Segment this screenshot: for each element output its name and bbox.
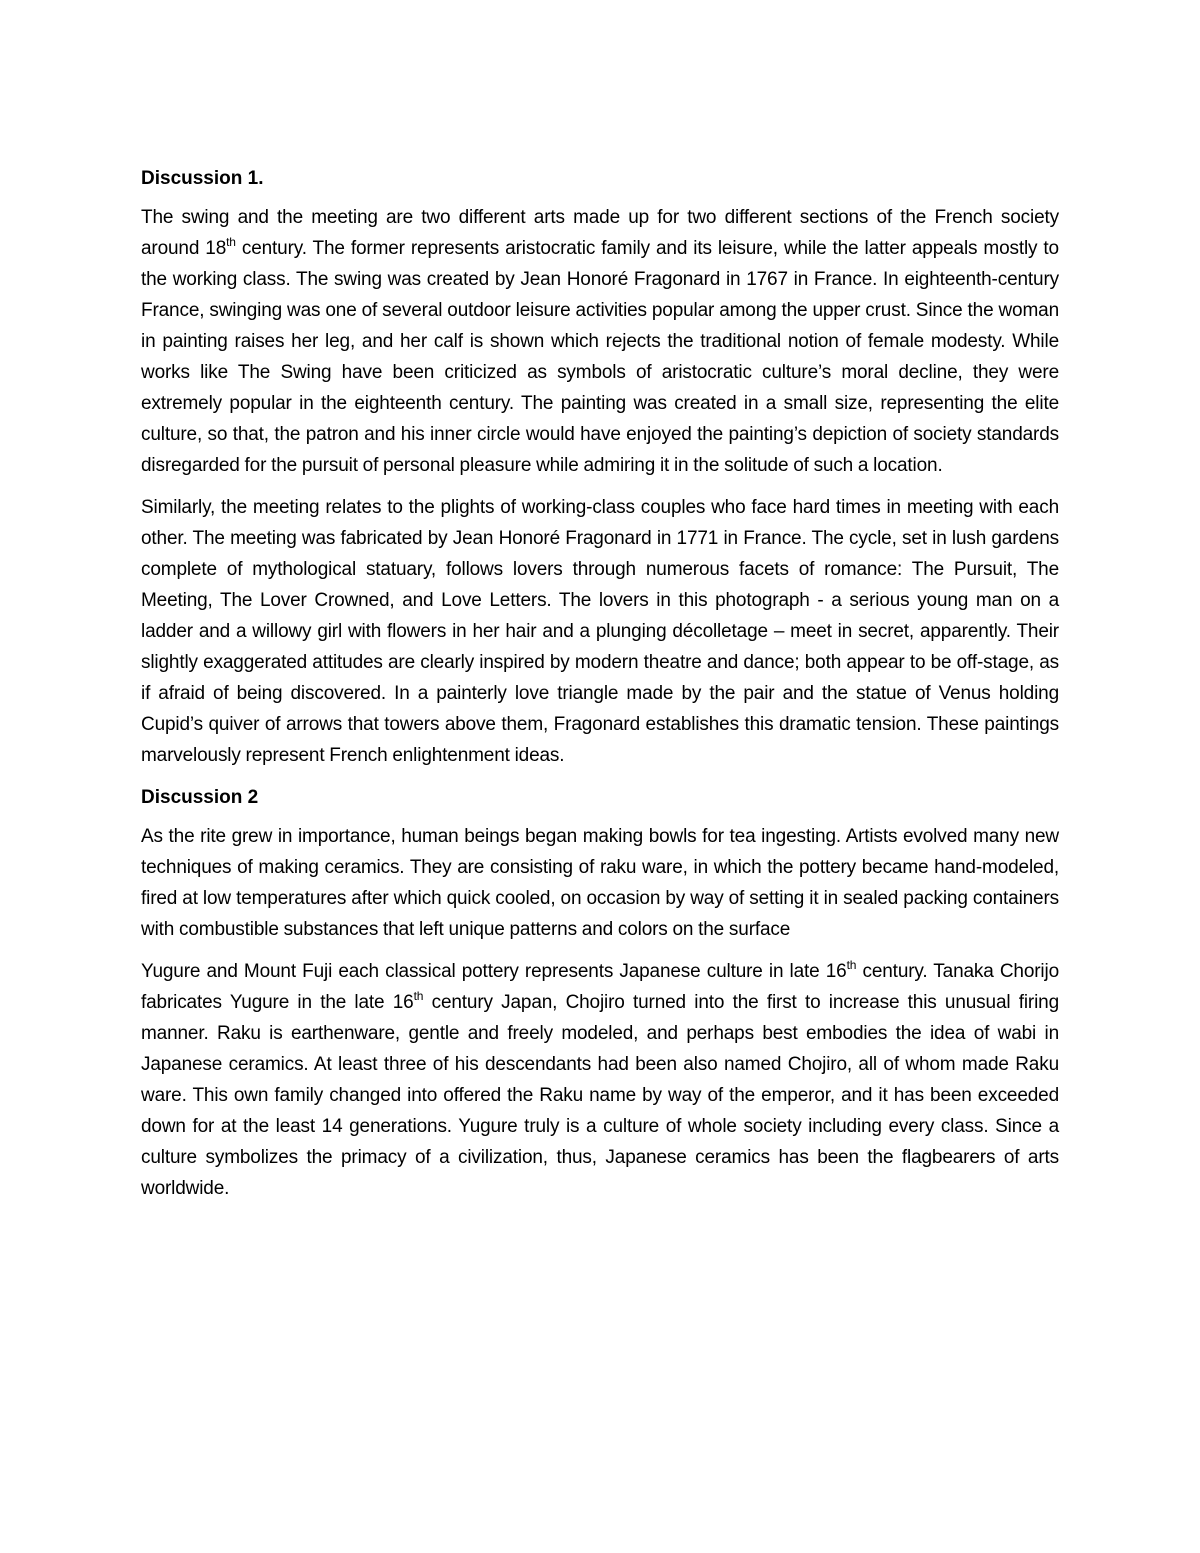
- discussion-2-paragraph-2: [141, 956, 1059, 1204]
- discussion-2-heading: Discussion 2: [141, 787, 259, 808]
- ordinal-superscript: th: [413, 988, 424, 1003]
- discussion-1-paragraph-1-text-b: century. The former represents aristocratic family and its leisure, while the latter appeals mostly to the working class. The swing was created by Jean Honoré Fragonard in 1767 in France. In eighteenth-century France, swinging was one of several outdoor leisure activities popular among the upper crust. Since the woman in painting raises her leg, and her calf is shown which rejects the traditional notion of female modesty. While works like The Swing have been criticized as symbols of aristocratic culture’s moral decline, they were extremely popular in the eighteenth century. The painting was created in a small size, representing the elite culture, so that, the patron and his inner circle would have enjoyed the painting’s depiction of society standards disregarded for the pursuit of personal pleasure while admiring it in the solitude of such a location.: [141, 238, 1059, 476]
- document-page: [141, 163, 1059, 1215]
- discussion-1-heading: Discussion 1.: [141, 168, 264, 189]
- discussion-2-paragraph-1: As the rite grew in importance, human beings began making bowls for tea ingesting. Artists evolved many new techniques of making ceramics. They are consisting of raku ware, in which the pottery became hand-modeled, fired at low temperatures after which quick cooled, on occasion by way of setting it in sealed packing containers with combustible substances that left unique patterns and colors on the surface: [141, 826, 1059, 940]
- discussion-1-paragraph-2: Similarly, the meeting relates to the plights of working-class couples who face hard times in meeting with each other. The meeting was fabricated by Jean Honoré Fragonard in 1771 in France. The cycle, set in lush gardens complete of mythological statuary, follows lovers through numerous facets of romance: The Pursuit, The Meeting, The Lover Crowned, and Love Letters. The lovers in this photograph - a serious young man on a ladder and a willowy girl with flowers in her hair and a plunging décolletage – meet in secret, apparently. Their slightly exaggerated attitudes are clearly inspired by modern theatre and dance; both appear to be off-stage, as if afraid of being discovered. In a painterly love triangle made by the pair and the statue of Venus holding Cupid’s quiver of arrows that towers above them, Fragonard establishes this dramatic tension. These paintings marvelously represent French enlightenment ideas.: [141, 497, 1059, 766]
- discussion-2-paragraph-2-text-c: century Japan, Chojiro turned into the first to increase this unusual firing manner. Raku is earthenware, gentle and freely modeled, and perhaps best embodies the idea of wabi in Japanese ceramics. At least three of his descendants had been also named Chojiro, all of whom made Raku ware. This own family changed into offered the Raku name by way of the emperor, and it has been exceeded down for at the least 14 generations. Yugure truly is a culture of whole society including every class. Since a culture symbolizes the primacy of a civilization, thus, Japanese ceramics has been the flagbearers of arts worldwide.: [141, 992, 1060, 1199]
- discussion-1-paragraph-1: [141, 202, 1059, 481]
- discussion-2-paragraph-2-text-a: Yugure and Mount Fuji each classical pottery represents Japanese culture in late 16: [141, 961, 847, 982]
- discussion-1-paragraph-1-text-a: The swing and the meeting are two different arts made up for two different sections of the French society around 18: [141, 207, 1059, 259]
- ordinal-superscript: th: [846, 957, 857, 972]
- ordinal-superscript: th: [226, 234, 236, 249]
- discussion-2-paragraph-2-text-b: century. Tanaka Chorijo fabricates Yugure in the late 16: [141, 961, 1059, 1013]
